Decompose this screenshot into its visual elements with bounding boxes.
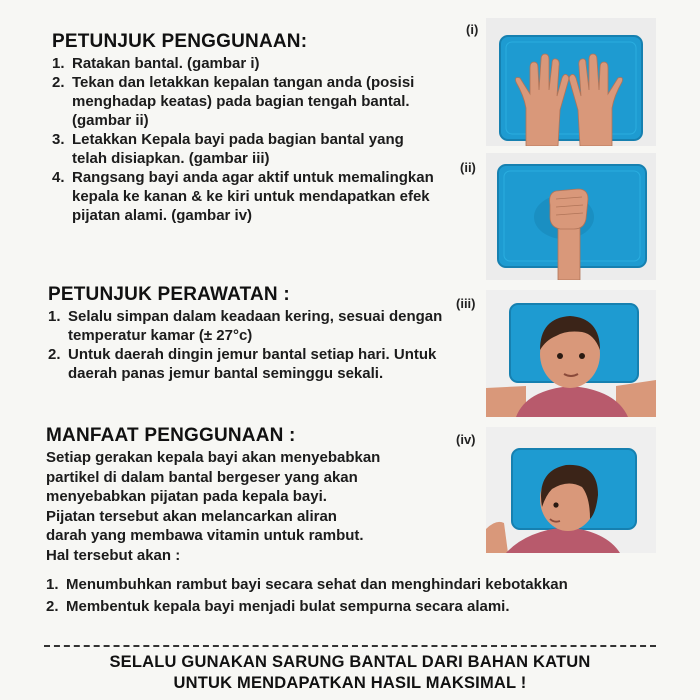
footer-note [44, 652, 656, 694]
benefits-line: menyebabkan pijatan pada kepala bayi. [46, 488, 327, 505]
usage-steps [52, 54, 438, 225]
usage-heading: PETUNJUK PENGGUNAAN: [52, 31, 308, 52]
figure-label: (iii) [456, 296, 476, 311]
benefits-paragraph [46, 448, 466, 565]
figure-photo-flat-pillow [486, 18, 656, 146]
figure-photo-fist-press [486, 153, 656, 280]
baby-turned-illustration [486, 427, 656, 553]
footer-line: UNTUK MENDAPATKAN HASIL MAKSIMAL ! [173, 674, 527, 692]
usage-step: 4. Rangsang bayi anda agar aktif untuk memalingkan kepala ke kanan & ke kiri untuk mendapatkan efek pijatan alami. (gambar iv) [52, 169, 434, 224]
benefits-line: Pijatan tersebut akan melancarkan aliran [46, 507, 337, 525]
pillow-fist-illustration [486, 153, 656, 280]
benefits-line: partikel di dalam bantal bergeser yang akan [46, 468, 358, 486]
usage-step: 1. Ratakan bantal. (gambar i) [52, 55, 260, 72]
benefit-results [46, 575, 646, 619]
figure-photo-baby-turned [486, 427, 656, 553]
figure-photo-baby-center [486, 290, 656, 417]
care-step: 2. Untuk daerah dingin jemur bantal setiap hari. Untuk daerah panas jemur bantal seminggu sekali. [48, 346, 437, 382]
benefit-result: 1. Menumbuhkan rambut bayi secara sehat dan menghindari kebotakkan [46, 576, 568, 593]
usage-step: 2. Tekan dan letakkan kepalan tangan anda (posisi menghadap keatas) pada bagian tengah bantal. (gambar ii) [52, 74, 415, 129]
benefits-line: Hal tersebut akan : [46, 546, 181, 564]
figure-label: (i) [466, 22, 479, 37]
usage-step: 3. Letakkan Kepala bayi pada bagian bantal yang telah disiapkan. (gambar iii) [52, 131, 404, 167]
figure-label: (iv) [456, 432, 476, 447]
care-heading: PETUNJUK PERAWATAN : [48, 284, 290, 305]
footer-line: SELALU GUNAKAN SARUNG BANTAL DARI BAHAN KATUN [109, 653, 591, 671]
care-step: 1. Selalu simpan dalam keadaan kering, sesuai dengan temperatur kamar (± 27°c) [48, 308, 443, 344]
figure-label: (ii) [460, 160, 476, 175]
baby-center-illustration [486, 290, 656, 417]
care-steps [48, 307, 468, 383]
benefits-line: darah yang membawa vitamin untuk rambut. [46, 527, 364, 544]
pillow-hands-illustration [486, 18, 656, 146]
benefit-result: 2. Membentuk kepala bayi menjadi bulat sempurna secara alami. [46, 598, 510, 615]
benefits-heading: MANFAAT PENGGUNAAN : [46, 425, 296, 446]
benefits-line: Setiap gerakan kepala bayi akan menyebabkan [46, 449, 381, 466]
dashed-divider [44, 645, 656, 647]
